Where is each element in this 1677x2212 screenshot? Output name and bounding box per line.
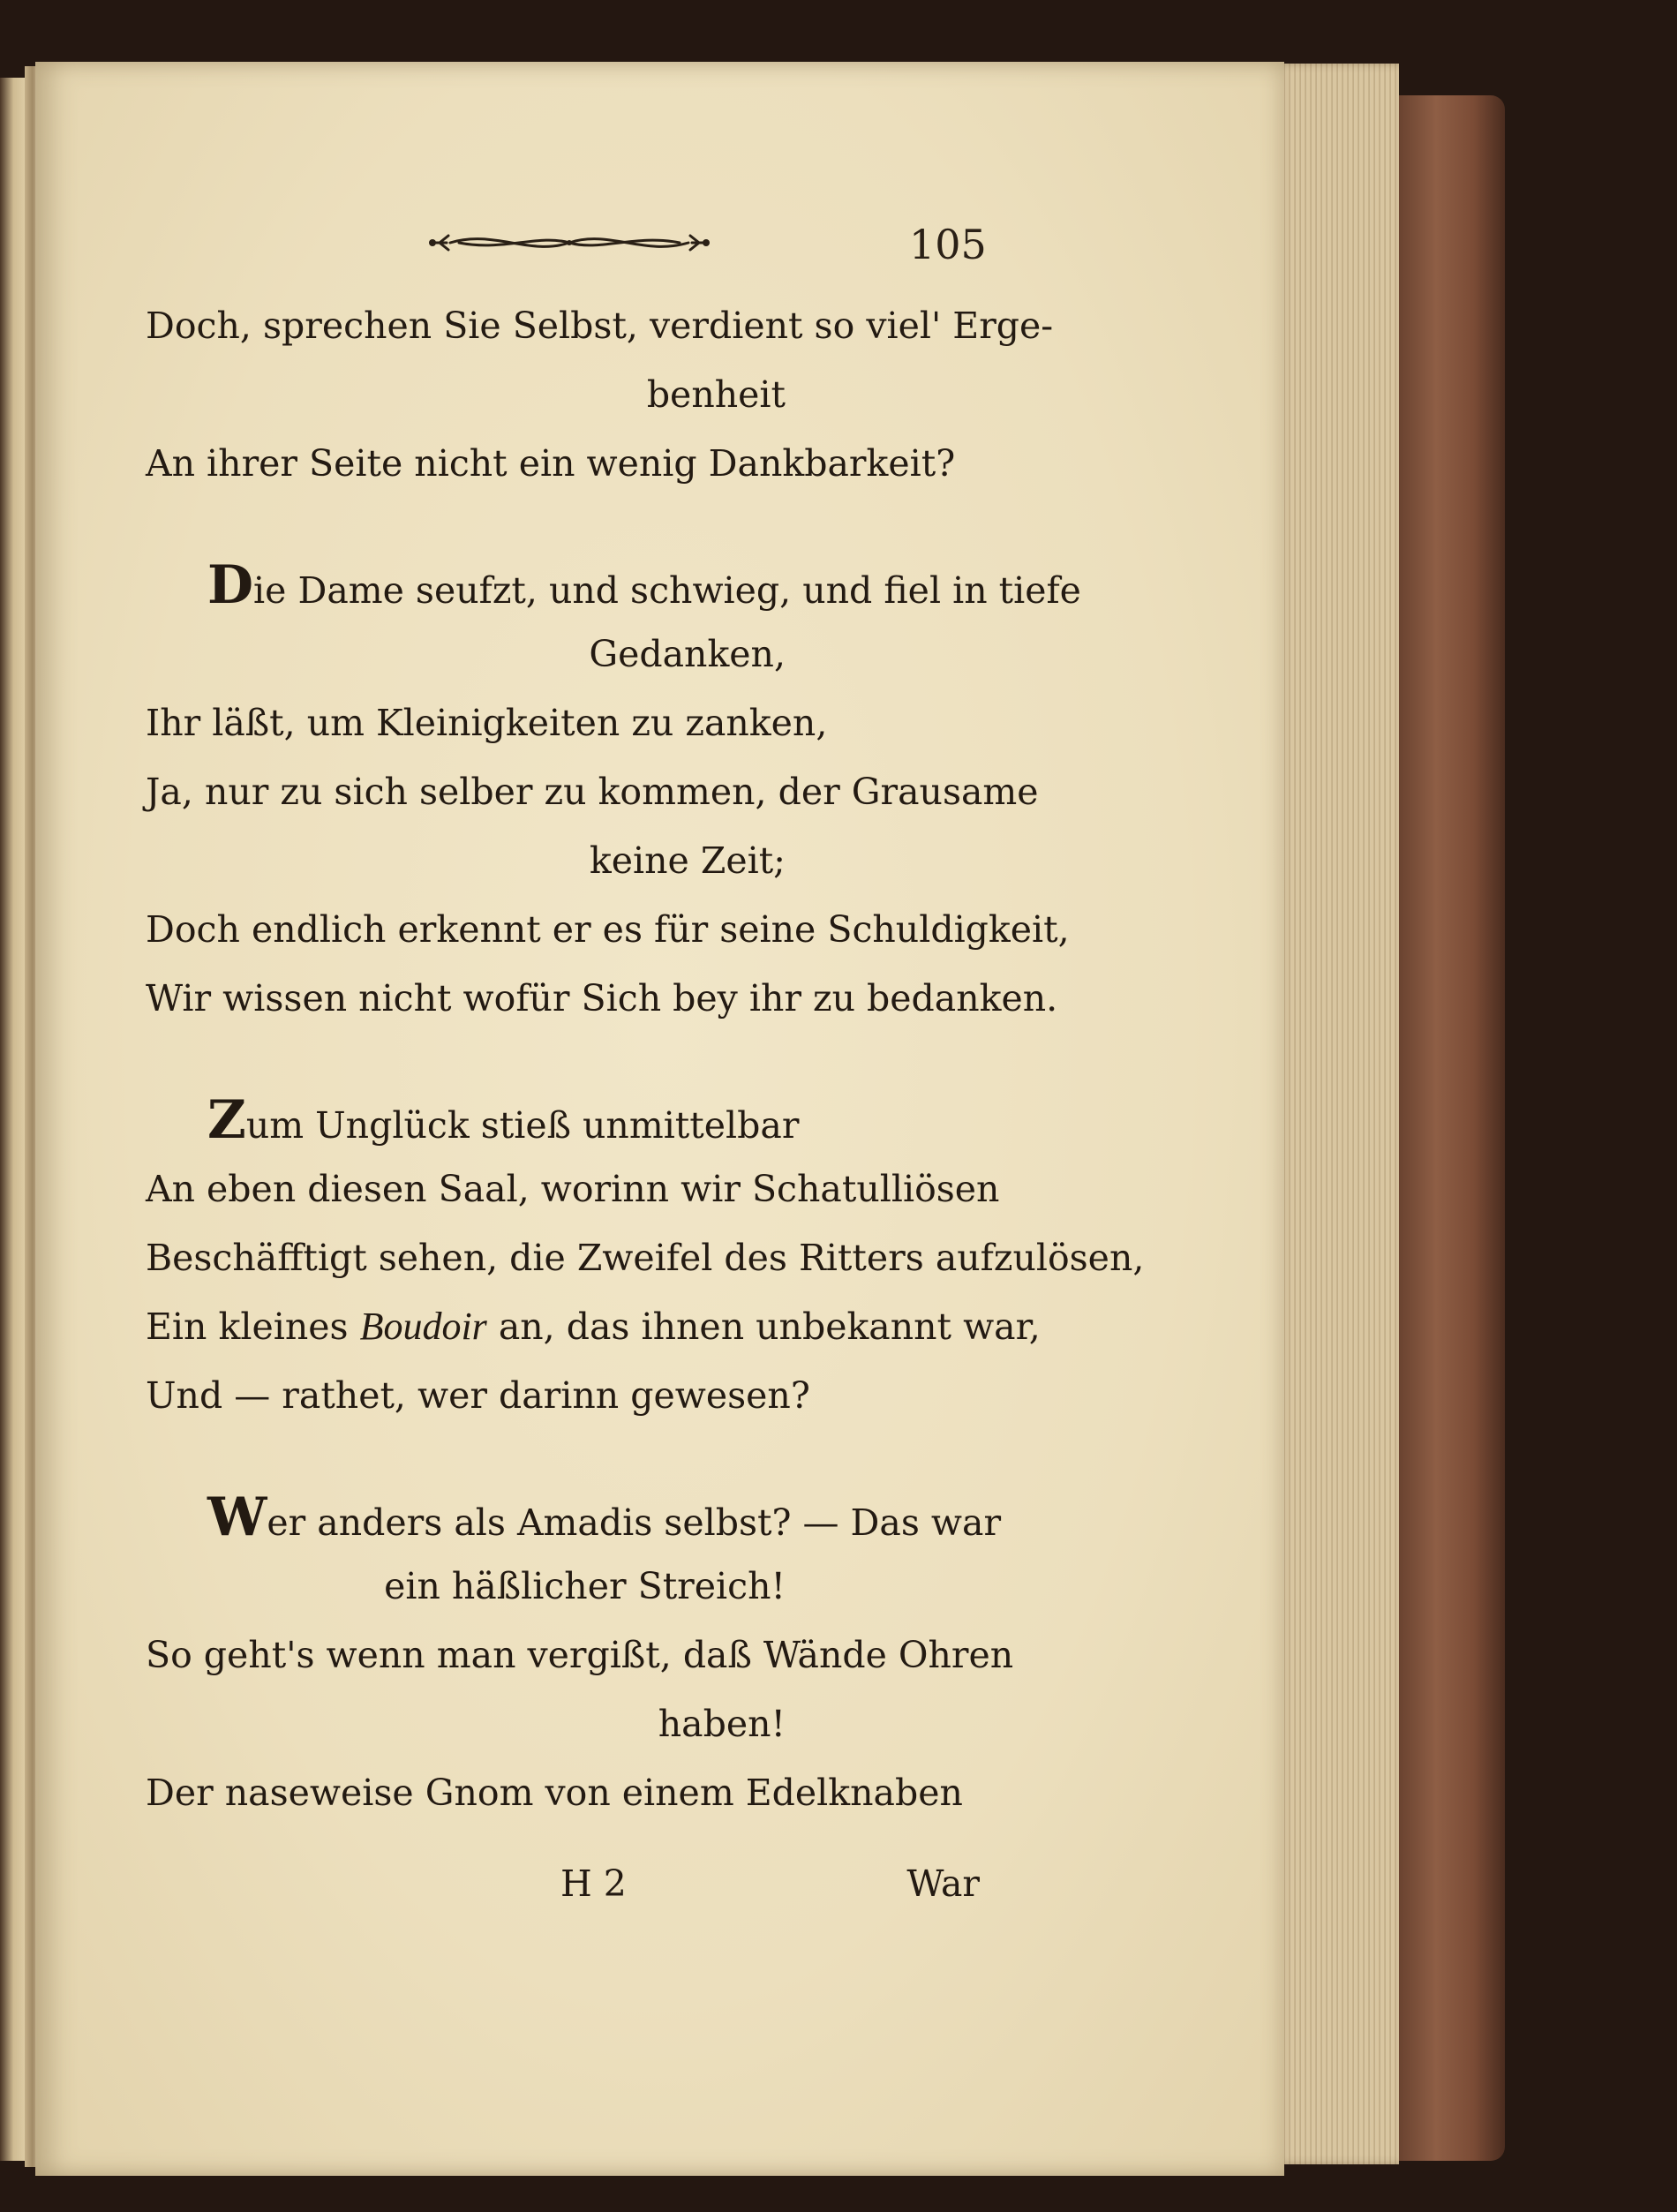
- latin-word: Boudoir: [359, 1305, 487, 1348]
- verse-line: Wir wissen nicht wofür Sich bey ihr zu bedanken.: [146, 977, 1058, 1019]
- verse-line: An ihrer Seite nicht ein wenig Dankbarkeit?: [146, 442, 956, 485]
- stanza-gap: [146, 1430, 975, 1483]
- verse-line-text: er anders als Amadis selbst? — Das war: [267, 1501, 1002, 1544]
- page-number: 105: [909, 221, 987, 268]
- catchword: War: [906, 1862, 980, 1905]
- headpiece-ornament-icon: [424, 221, 715, 265]
- book-cover-edge: [1399, 95, 1505, 2161]
- verse-line-continuation: benheit: [646, 373, 786, 416]
- verse-line: [146, 1483, 1002, 1552]
- page-footer: [146, 1862, 980, 1915]
- verse-line-text: um Unglück stieß unmittelbar: [245, 1104, 800, 1147]
- signature-mark: H 2: [560, 1862, 627, 1905]
- verse-line: Beschäfftigt sehen, die Zweifel des Ritters aufzulösen,: [146, 1237, 1145, 1279]
- verse-line: Ja, nur zu sich selber zu kommen, der Grausame: [146, 771, 1039, 813]
- verse-line: [146, 1292, 1041, 1361]
- verse-line: Der naseweise Gnom von einem Edelknaben: [146, 1772, 963, 1814]
- verse-line: [146, 551, 1081, 620]
- verse-line-text: ie Dame seufzt, und schwieg, und fiel in tiefe: [253, 569, 1081, 612]
- page-edges: [1275, 64, 1399, 2164]
- initial-letter: Z: [207, 1089, 246, 1151]
- verse-line: Doch, sprechen Sie Selbst, verdient so viel' Erge-: [146, 305, 1054, 347]
- verse-line-text: Ein kleines: [146, 1305, 360, 1348]
- page-header: [424, 221, 997, 274]
- stanza-gap: [146, 498, 975, 551]
- verse-line-text: an, das ihnen unbekannt war,: [486, 1305, 1041, 1348]
- verse-line: Und — rathet, wer darinn gewesen?: [146, 1374, 810, 1417]
- verse-line: Doch endlich erkennt er es für seine Schuldigkeit,: [146, 908, 1070, 951]
- initial-letter: D: [207, 554, 254, 616]
- verse-line-continuation: ein häßlicher Streich!: [384, 1565, 786, 1607]
- verse-line: An eben diesen Saal, worinn wir Schatulliösen: [146, 1168, 1000, 1210]
- stanza-gap: [146, 1033, 975, 1086]
- verse-line-continuation: Gedanken,: [589, 633, 786, 675]
- initial-letter: W: [207, 1486, 267, 1548]
- verse-line: Ihr läßt, um Kleinigkeiten zu zanken,: [146, 702, 828, 744]
- verse-line: So geht's wenn man vergißt, daß Wände Ohren: [146, 1634, 1014, 1676]
- verse-text: [146, 291, 1145, 1827]
- verse-line-continuation: keine Zeit;: [589, 839, 786, 882]
- verse-line: [146, 1086, 975, 1155]
- verse-line-continuation: haben!: [658, 1703, 786, 1745]
